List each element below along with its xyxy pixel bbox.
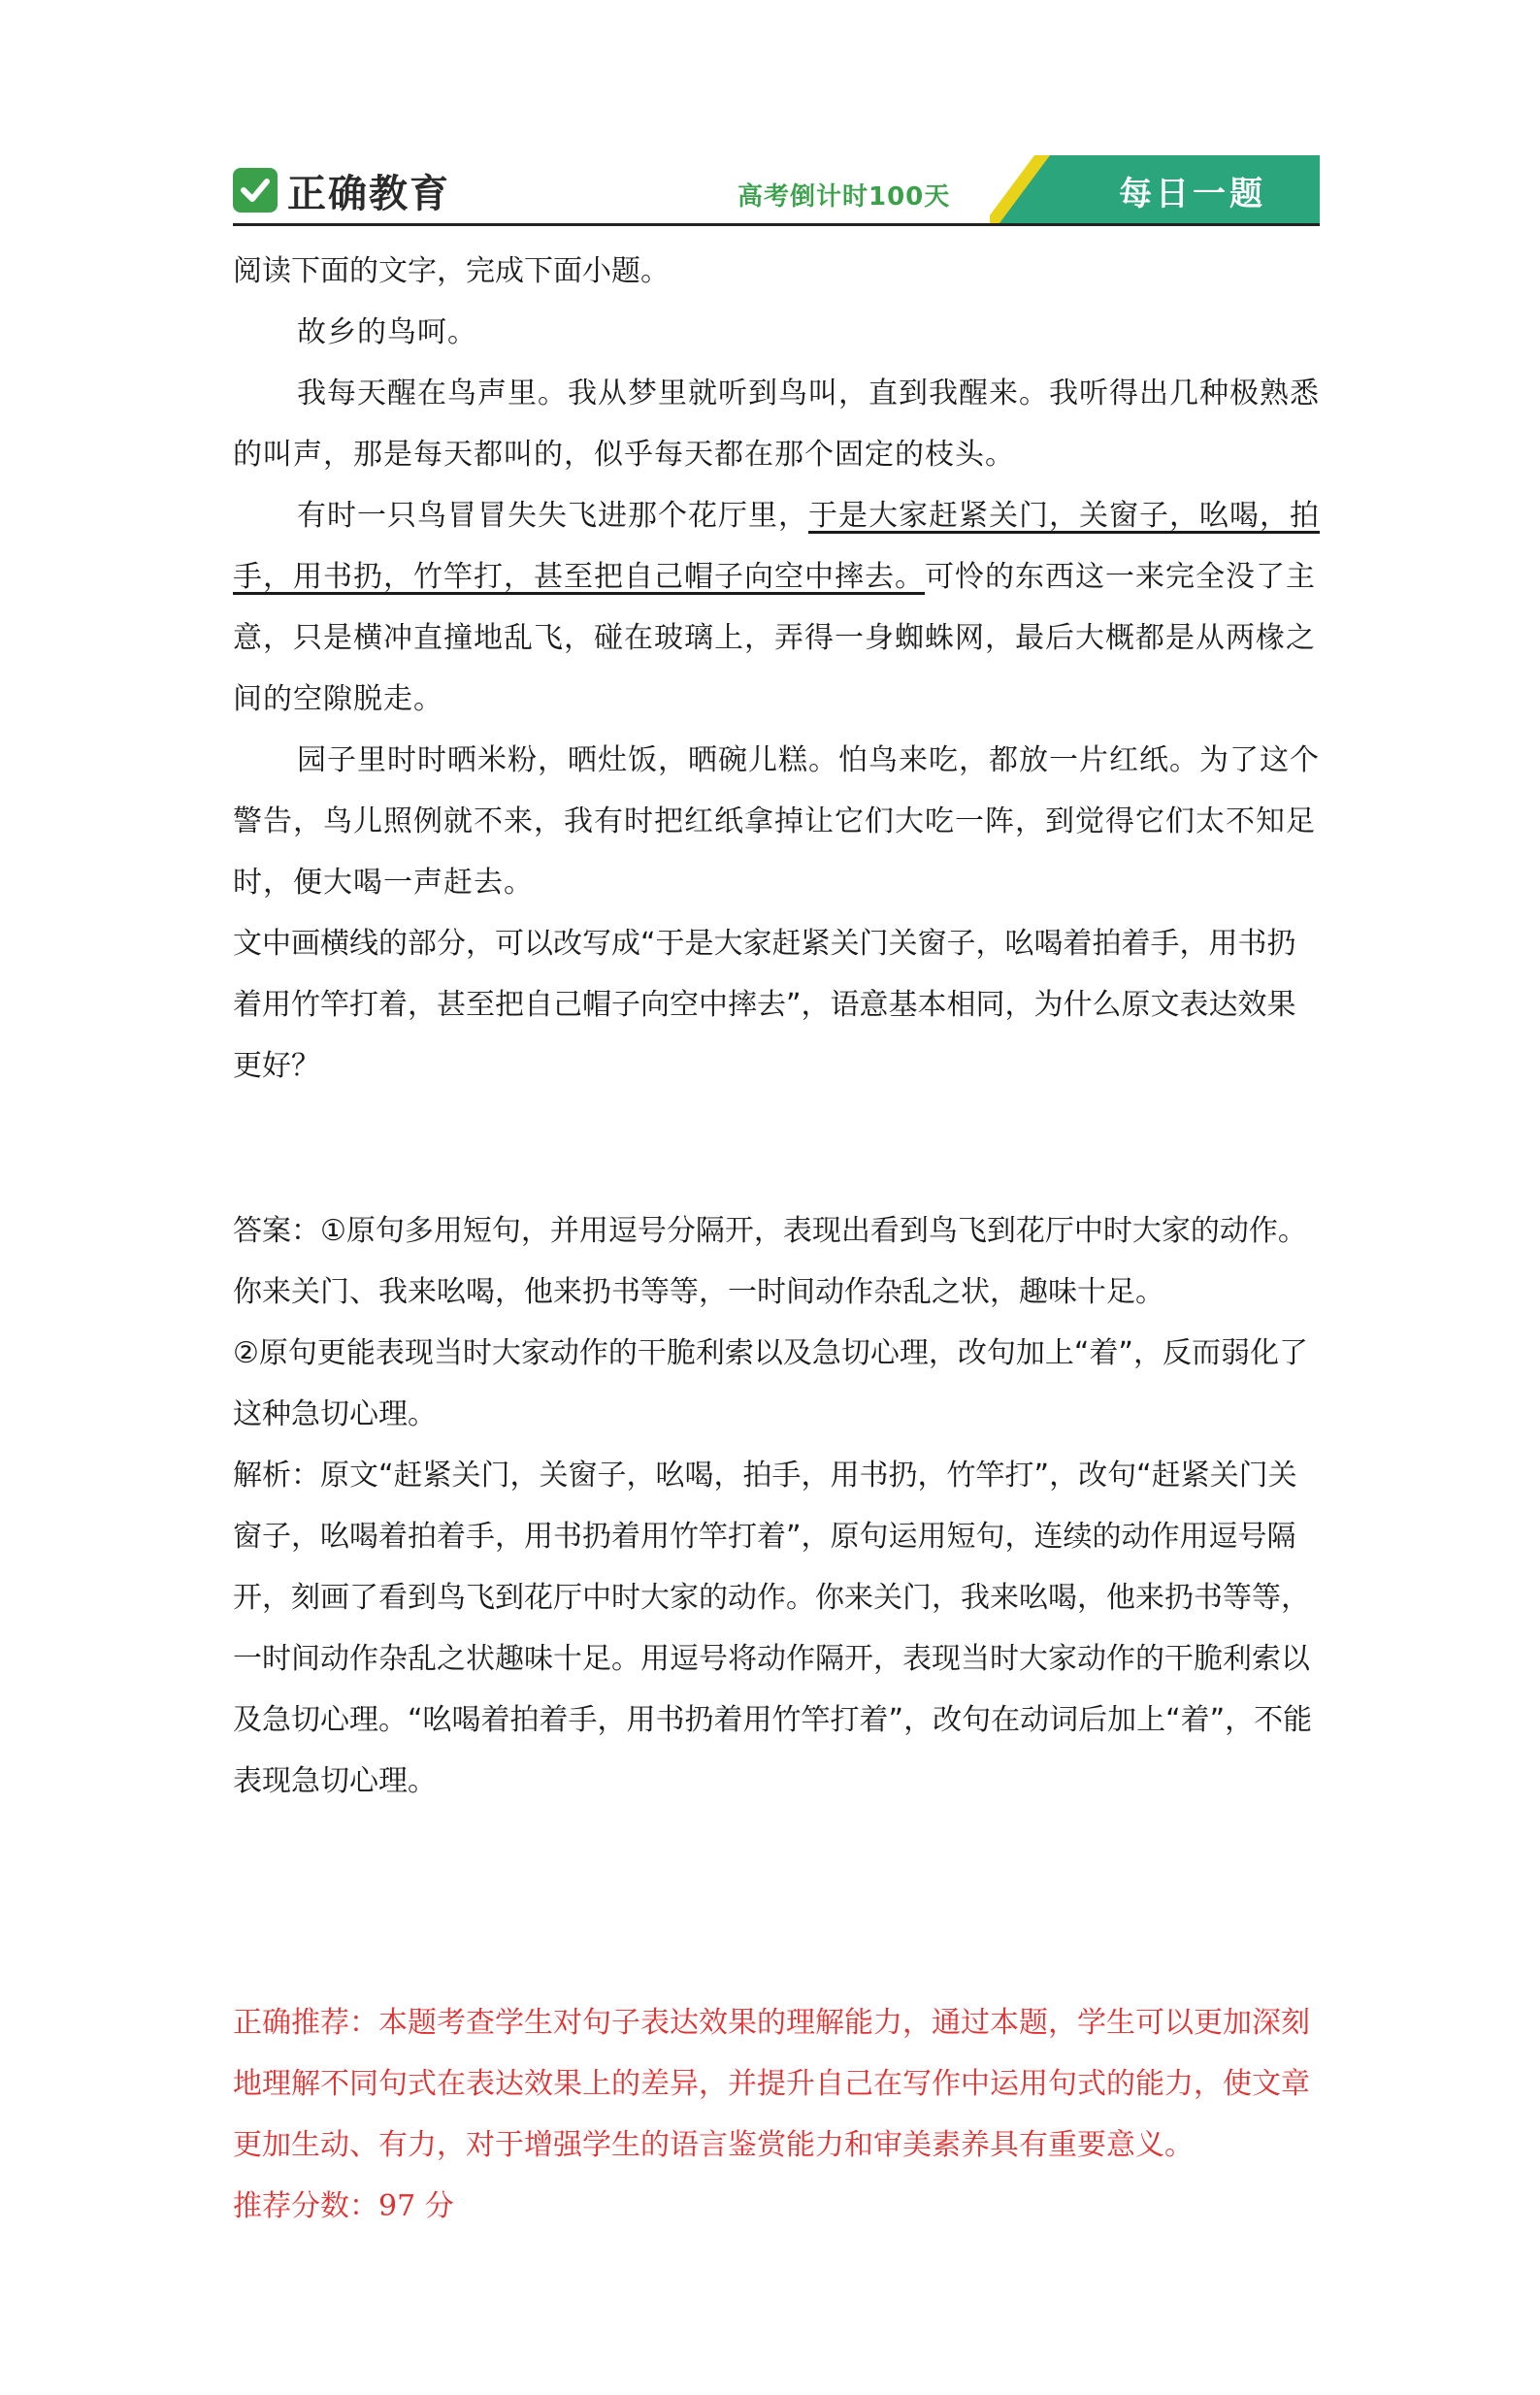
answer-point-1: 答案：①原句多用短句，并用逗号分隔开，表现出看到鸟飞到花厅中时大家的动作。你来关门、我来吆喝，他来扔书等等，一时间动作杂乱之状，趣味十足。 <box>233 1214 1307 1309</box>
underlined-sentence: 于是大家赶紧关门，关窗子，吆喝，拍手，用书扔，竹竿打，甚至把自己帽子向空中摔去。 <box>233 499 1320 594</box>
brand-logo <box>233 163 450 217</box>
passage <box>233 302 1320 913</box>
header-banner <box>233 155 1320 226</box>
passage-paragraph-3: 园子里时时晒米粉，晒灶饭，晒碗儿糕。怕鸟来吃，都放一片红纸。为了这个警告，鸟儿照例就不来，我有时把红纸拿掉让它们大吃一阵，到觉得它们太不知足时，便大喝一声赶去。 <box>233 743 1320 900</box>
answer-point-2: ②原句更能表现当时大家动作的干脆利索以及急切心理，改句加上“着”，反而弱化了这种急切心理。 <box>233 1336 1308 1431</box>
recommendation-text: 正确推荐：本题考查学生对句子表达效果的理解能力，通过本题，学生可以更加深刻地理解不同句式在表达效果上的差异，并提升自己在写作中运用句式的能力，使文章更加生动、有力，对于增强学生的语言鉴赏能力和审美素养具有重要意义。 <box>233 2006 1310 2162</box>
passage-paragraph-1: 我每天醒在鸟声里。我从梦里就听到鸟叫，直到我醒来。我听得出几种极熟悉的叫声，那是每天都叫的，似乎每天都在那个固定的枝头。 <box>233 377 1320 472</box>
passage-title: 故乡的鸟呵。 <box>297 315 477 349</box>
check-icon <box>233 168 278 213</box>
daily-question-ribbon <box>990 155 1320 223</box>
passage-paragraph-2: 有时一只鸟冒冒失失飞进那个花厅里，于是大家赶紧关门，关窗子，吆喝，拍手，用书扔，竹竿打，甚至把自己帽子向空中摔去。可怜的东西这一来完全没了主意，只是横冲直撞地乱飞，碰在玻璃上，弄得一身蜘蛛网，最后大概都是从两椽之间的空隙脱走。 <box>233 499 1320 716</box>
recommendation-score: 推荐分数：97 分 <box>233 2189 454 2223</box>
answer-section <box>233 1200 1320 1812</box>
recommendation-section <box>233 1992 1320 2237</box>
question-prompt: 文中画横线的部分，可以改写成“于是大家赶紧关门关窗子，吆喝着拍着手，用书扔着用竹竿打着，甚至把自己帽子向空中摔去”，语意基本相同，为什么原文表达效果更好？ <box>233 927 1296 1083</box>
brand-name: 正确教育 <box>287 171 450 216</box>
answer-analysis: 解析：原文“赶紧关门，关窗子，吆喝，拍手，用书扔，竹竿打”，改句“赶紧关门关窗子，吆喝着拍着手，用书扔着用竹竿打着”，原句运用短句，连续的动作用逗号隔开，刻画了看到鸟飞到花厅中时大家的动作。你来关门，我来吆喝，他来扔书等等，一时间动作杂乱之状趣味十足。用逗号将动作隔开，表现当时大家动作的干脆利索以及急切心理。“吆喝着拍着手，用书扔着用竹竿打着”，改句在动词后加上“着”，不能表现急切心理。 <box>233 1459 1313 1798</box>
countdown-label: 高考倒计时100天 <box>737 182 951 212</box>
ribbon-label: 每日一题 <box>1119 175 1266 213</box>
question-instruction: 阅读下面的文字，完成下面小题。 <box>233 254 670 288</box>
